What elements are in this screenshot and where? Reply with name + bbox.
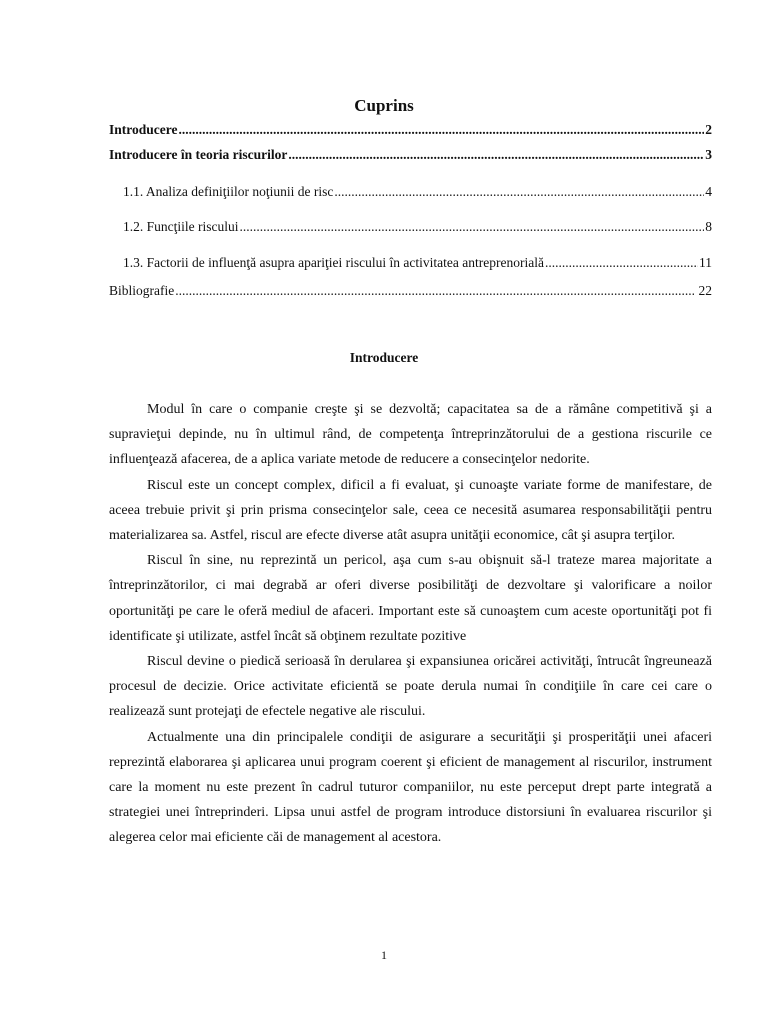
paragraph: Riscul în sine, nu reprezintă un pericol, aşa cum s-au obişnuit să-l trateze marea majoritate a întreprinzătorilor, ci mai degrabă ar oferi diverse posibilităţi de dezvoltare şi valorificare a noilor oportunităţi pe care le oferă mediul de afaceri. Important este să cunoaştem cum aceste oportunităţi pot fi identificate şi utilizate, astfel încât să obţinem rezultate pozitive xyxy=(109,553,712,644)
section-body xyxy=(109,397,712,851)
toc-title: Cuprins xyxy=(354,96,414,115)
toc-entry-page: 8 xyxy=(705,219,712,234)
toc-entry-bibliografie xyxy=(109,283,712,299)
toc-entry-page: 2 xyxy=(705,122,712,137)
paragraph: Riscul este un concept complex, dificil a fi evaluat, şi cunoaşte variate forme de manifestare, de aceea trebuie privit şi prin prisma consecinţelor sale, ceea ce necesită asumarea responsabilităţii pentru materializarea sa. Astfel, riscul are efecte diverse atât asupra unităţii economice, cât şi asupra terţilor. xyxy=(109,477,712,544)
toc-leader-dots xyxy=(288,147,704,163)
toc-entry-label: Introducere xyxy=(109,122,178,137)
toc-entry-teoria-riscurilor xyxy=(109,147,712,163)
toc-leader-dots xyxy=(179,122,705,138)
toc-entry-introducere xyxy=(109,122,712,138)
toc-entry-page: 4 xyxy=(705,184,712,199)
paragraph: Modul în care o companie creşte şi se dezvoltă; capacitatea sa de a rămâne competitivă şi a supravieţui depinde, nu în ultimul rând, de competenţa întreprinzătorului de a gestiona riscurile ce influenţează afacerea, de a aplica variate metode de reducere a consecinţelor nedorite. xyxy=(109,402,712,468)
toc-entry-label: Introducere în teoria riscurilor xyxy=(109,147,288,162)
toc-entry-1-3 xyxy=(123,255,712,271)
toc-entry-1-2 xyxy=(123,219,712,235)
toc-entry-label: 1.2. Funcţiile riscului xyxy=(123,219,239,234)
toc-entry-page: 3 xyxy=(705,147,712,162)
paragraph: Actualmente una din principalele condiţii de asigurare a securităţii şi prosperităţii unei afaceri reprezintă elaborarea şi aplicarea unui program coerent şi eficient de management al riscurilor, instrument care la moment nu este prezent în cadrul tuturor companiilor, nu este perceput drept parte integrată a strategiei unei întreprinderi. Lipsa unui astfel de program introduce distorsiuni în evaluarea riscurilor şi alegerea celor mai eficiente căi de management al acestora. xyxy=(109,729,712,846)
toc-leader-dots xyxy=(240,219,705,235)
toc-leader-dots xyxy=(334,184,704,200)
toc-entry-label: 1.3. Factorii de influenţă asupra apariţiei riscului în activitatea antreprenorială xyxy=(123,255,544,270)
toc-entry-label: 1.1. Analiza definiţiilor noţiunii de risc xyxy=(123,184,334,199)
toc-entry-page: 22 xyxy=(695,283,712,298)
toc-leader-dots xyxy=(175,283,694,299)
section-title: Introducere xyxy=(349,350,419,365)
page-number: 1 xyxy=(381,948,387,962)
toc-entry-label: Bibliografie xyxy=(109,283,175,298)
toc-entry-1-1 xyxy=(123,184,712,200)
paragraph: Riscul devine o piedică serioasă în derularea şi expansiunea oricărei activităţi, întrucât îngreunează procesul de decizie. Orice activitate eficientă se poate derula numai în condiţiile în care cei care o realizează sunt protejaţi de efectele negative ale riscului. xyxy=(109,654,712,720)
toc-entry-page: 11 xyxy=(699,255,712,270)
toc-leader-dots xyxy=(545,255,698,271)
